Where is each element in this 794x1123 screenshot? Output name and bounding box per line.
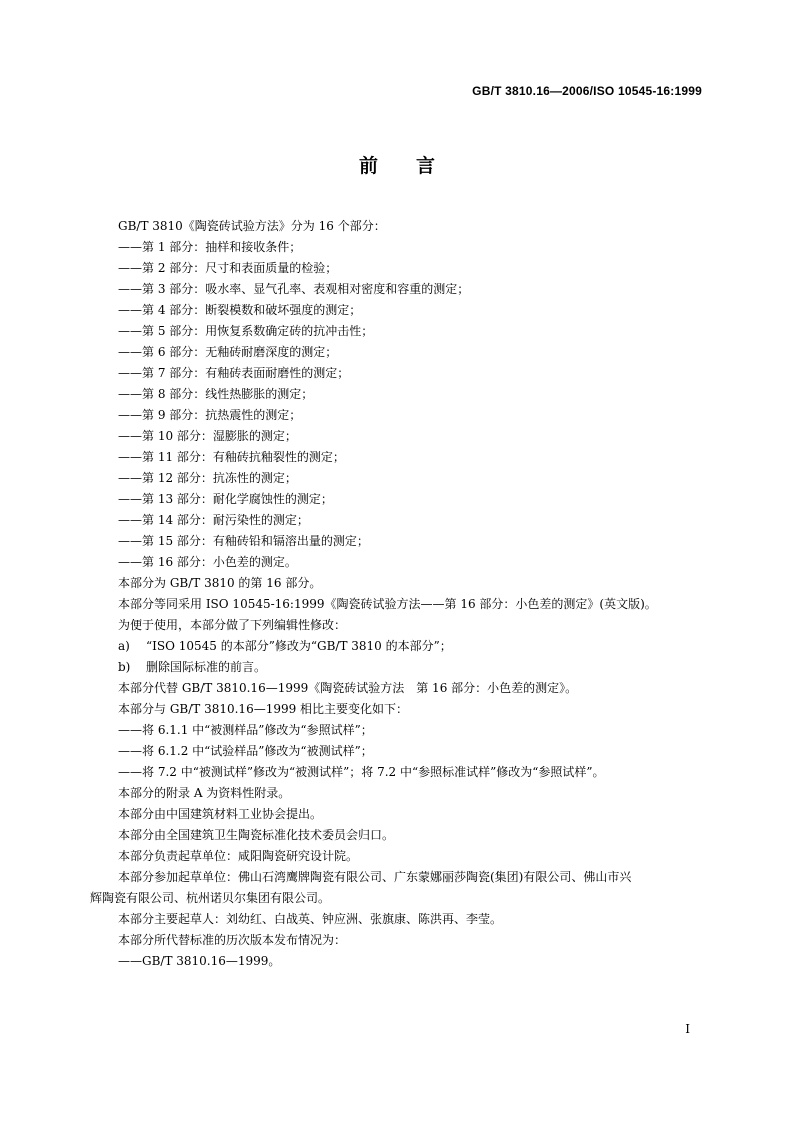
paragraph: 本部分由全国建筑卫生陶瓷标准化技术委员会归口。 xyxy=(118,828,395,842)
paragraph-continuation: 辉陶瓷有限公司、杭州诺贝尔集团有限公司。 xyxy=(90,891,331,905)
part-item: ——第 11 部分：有釉砖抗釉裂性的测定； xyxy=(118,450,345,464)
paragraph: 本部分的附录 A 为资料性附录。 xyxy=(118,786,291,800)
paragraph: 本部分所代替标准的历次版本发布情况为： xyxy=(118,933,347,947)
part-item: ——第 10 部分：湿膨胀的测定； xyxy=(118,429,297,443)
item-text: “ISO 10545 的本部分”修改为“GB/T 3810 的本部分”； xyxy=(146,639,452,653)
part-item: ——第 16 部分：小色差的测定。 xyxy=(118,555,297,569)
paragraph: 本部分负责起草单位：咸阳陶瓷研究设计院。 xyxy=(118,849,359,863)
paragraph: 为便于使用，本部分做了下列编辑性修改： xyxy=(118,618,347,632)
edit-item-b xyxy=(118,657,704,678)
paragraph: 本部分代替 GB/T 3810.16—1999《陶瓷砖试验方法 第 16 部分：小色差的测定》。 xyxy=(118,681,578,695)
part-item: ——第 1 部分：抽样和接收条件； xyxy=(118,240,302,254)
part-item: ——第 12 部分：抗冻性的测定； xyxy=(118,471,297,485)
paragraph: 本部分主要起草人：刘幼红、白战英、钟应洲、张旗康、陈洪再、李莹。 xyxy=(118,912,503,926)
part-item: ——第 7 部分：有釉砖表面耐磨性的测定； xyxy=(118,366,350,380)
change-item: ——将 7.2 中“被测试样”修改为“被测试样”；将 7.2 中“参照标准试样”修改为“参照试样”。 xyxy=(118,765,605,779)
part-item: ——第 5 部分：用恢复系数确定砖的抗冲击性； xyxy=(118,324,374,338)
paragraph: 本部分参加起草单位：佛山石湾鹰牌陶瓷有限公司、广东蒙娜丽莎陶瓷(集团)有限公司、佛山市兴 xyxy=(118,870,632,884)
paragraph: 本部分为 GB/T 3810 的第 16 部分。 xyxy=(118,576,322,590)
paragraph: 本部分与 GB/T 3810.16—1999 相比主要变化如下： xyxy=(118,702,409,716)
standard-code-header: GB/T 3810.16—2006/ISO 10545-16:1999 xyxy=(472,84,702,98)
part-item: ——第 8 部分：线性热膨胀的测定； xyxy=(118,387,314,401)
part-item: ——第 13 部分：耐化学腐蚀性的测定； xyxy=(118,492,333,506)
item-label: b) xyxy=(118,660,131,674)
history-item: ——GB/T 3810.16—1999。 xyxy=(118,954,281,968)
part-item: ——第 4 部分：断裂模数和破坏强度的测定； xyxy=(118,303,362,317)
item-label: a) xyxy=(118,639,130,653)
part-item: ——第 6 部分：无釉砖耐磨深度的测定； xyxy=(118,345,338,359)
page-number: I xyxy=(685,1022,690,1036)
paragraph: 本部分由中国建筑材料工业协会提出。 xyxy=(118,807,323,821)
edit-item-a xyxy=(118,636,704,657)
change-item: ——将 6.1.2 中“试验样品”修改为“被测试样”； xyxy=(118,744,373,758)
part-item: ——第 15 部分：有釉砖铅和镉溶出量的测定； xyxy=(118,534,369,548)
part-item: ——第 3 部分：吸水率、显气孔率、表观相对密度和容重的测定； xyxy=(118,282,470,296)
foreword-content xyxy=(90,216,704,972)
part-item: ——第 9 部分：抗热震性的测定； xyxy=(118,408,302,422)
part-item: ——第 14 部分：耐污染性的测定； xyxy=(118,513,309,527)
change-item: ——将 6.1.1 中“被测样品”修改为“参照试样”； xyxy=(118,723,373,737)
paragraph: 本部分等同采用 ISO 10545-16:1999《陶瓷砖试验方法——第 16 部分：小色差的测定》(英文版)。 xyxy=(118,597,657,611)
item-text: 删除国际标准的前言。 xyxy=(146,660,267,674)
page-title: 前言 xyxy=(358,155,473,177)
intro-line: GB/T 3810《陶瓷砖试验方法》分为 16 个部分： xyxy=(118,219,386,233)
part-item: ——第 2 部分：尺寸和表面质量的检验； xyxy=(118,261,338,275)
